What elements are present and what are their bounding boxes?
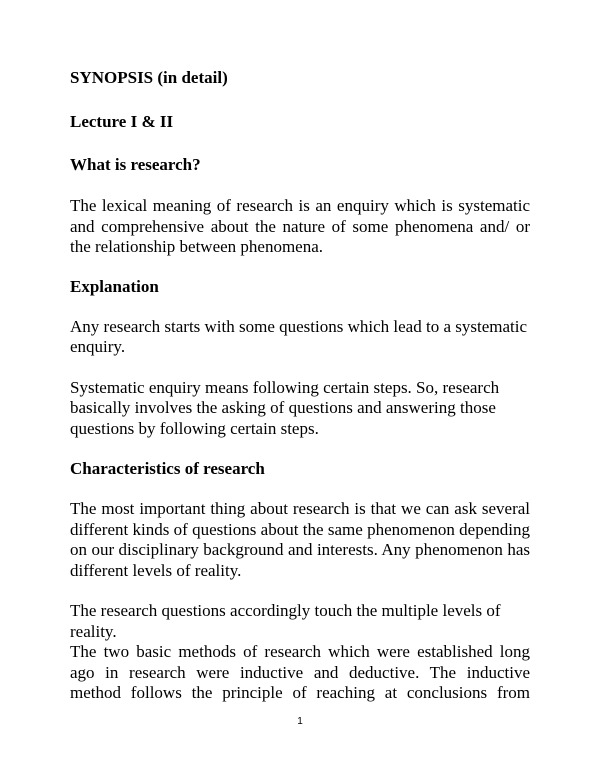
paragraph-basic-methods: The two basic methods of research which were established long ago in research were inductive and deductive. The inductive method follows the principle of reaching at conclusions from <box>70 642 530 702</box>
document-page <box>70 68 530 704</box>
section-heading-what-is-research: What is research? <box>70 155 201 174</box>
paragraph-research-starts: Any research starts with some questions which lead to a systematic enquiry. <box>70 316 527 356</box>
page-number: 1 <box>297 716 303 727</box>
section-heading-explanation: Explanation <box>70 276 159 296</box>
paragraph-research-questions: The research questions accordingly touch the multiple levels of reality. <box>70 601 501 641</box>
paragraph-systematic-enquiry: Systematic enquiry means following certain steps. So, research basically involves the asking of questions and answering those questions by following certain steps. <box>70 377 500 438</box>
lecture-heading: Lecture I & II <box>70 112 174 131</box>
paragraph-lexical-meaning: The lexical meaning of research is an enquiry which is systematic and comprehensive about the nature of some phenomena and/ or the relationship between phenomena. <box>70 196 530 256</box>
section-heading-characteristics: Characteristics of research <box>70 459 265 478</box>
paragraph-most-important: The most important thing about research is that we can ask several different kinds of questions about the same phenomenon depending on our disciplinary background and interests. Any phenomenon has different levels of reality. <box>70 499 530 580</box>
document-title: SYNOPSIS (in detail) <box>70 68 228 87</box>
